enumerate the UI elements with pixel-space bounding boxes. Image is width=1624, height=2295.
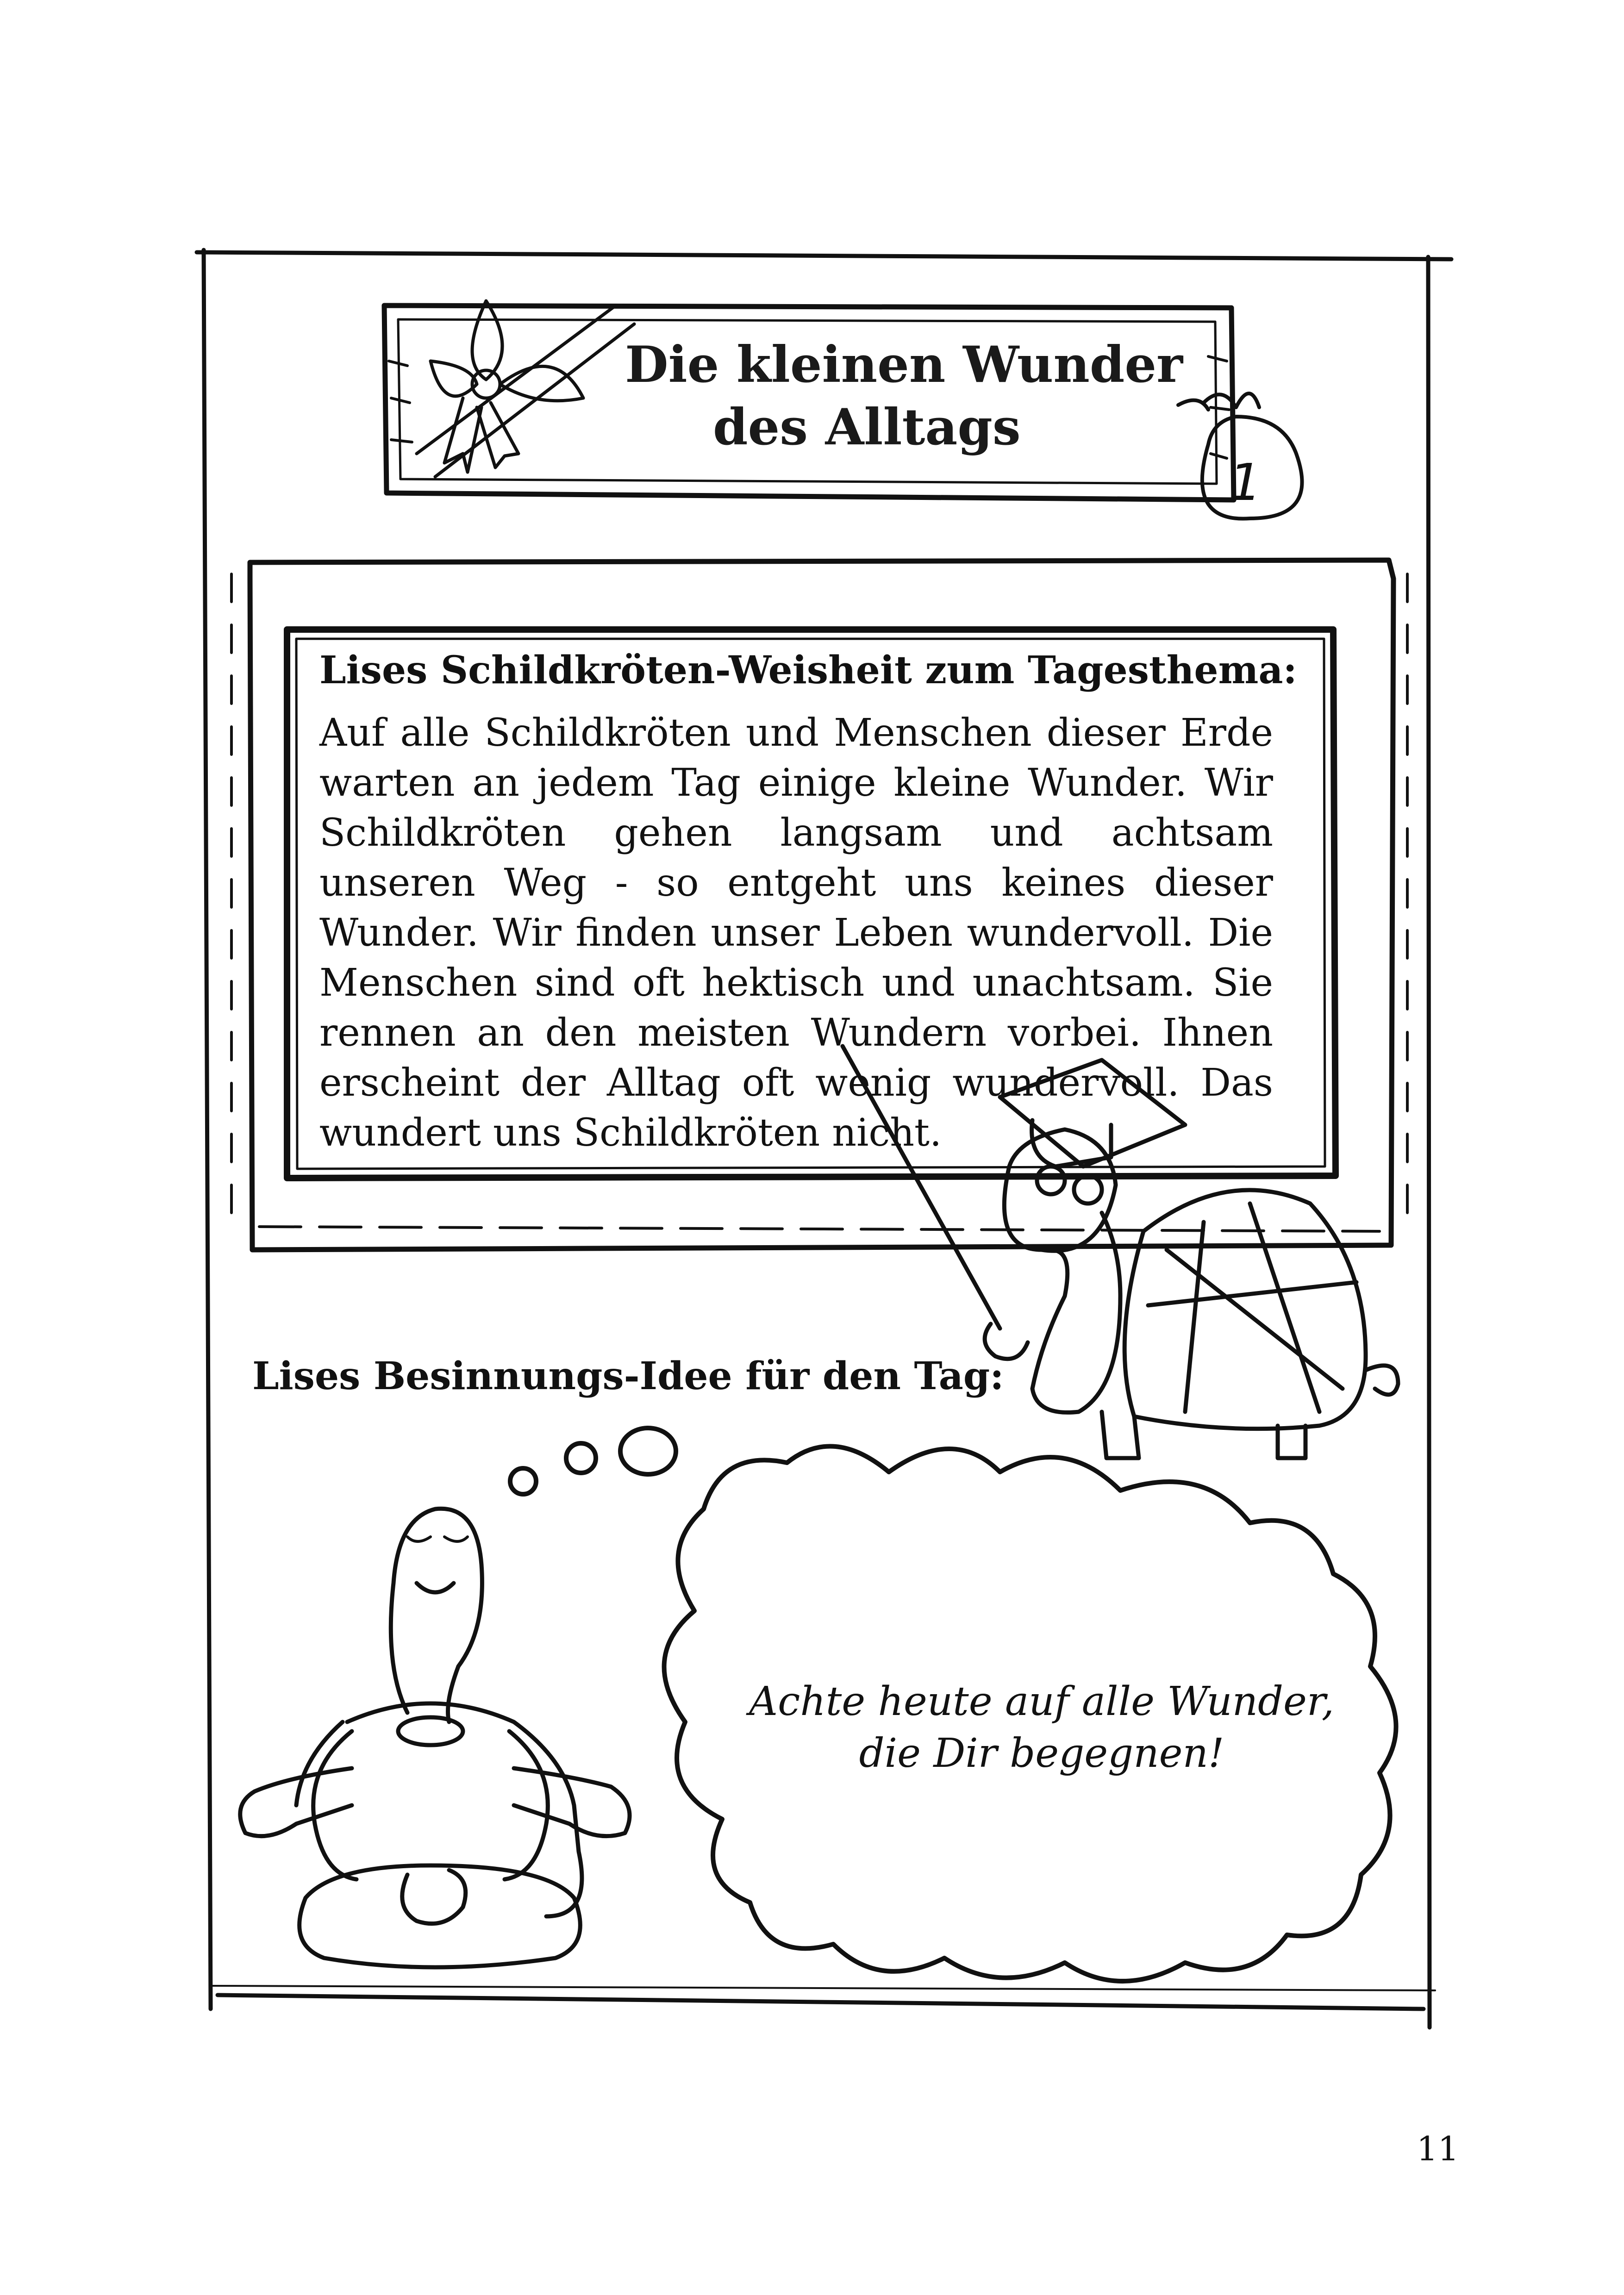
page-title-line2: des Alltags xyxy=(713,398,1021,456)
thought-text: Achte heute auf alle Wunder, die Dir begegnen! xyxy=(749,1678,1334,1777)
idea-heading: Lises Besinnungs-Idee für den Tag: xyxy=(252,1354,1004,1398)
wisdom-body: Auf alle Schildkröten und Menschen dieser Erde warten an jedem Tag einige kleine Wunder. Wir Schildkröten gehen langsam und achtsam unseren Weg - so entgeht uns keines dieser Wunder. Wir finden unser Leben wundervoll. Die Menschen sind oft hektisch und unachtsam. Sie rennen an den meisten Wundern vorbei. Ihnen erscheint der Alltag oft wenig wundervoll. Das wundert uns Schildkröten nicht. xyxy=(319,711,1273,1155)
page-title-line1: Die kleinen Wunder xyxy=(625,336,1183,394)
page-number: 11 xyxy=(1417,2129,1459,2168)
day-number: 1 xyxy=(1229,453,1262,512)
meditating-turtle-illustration xyxy=(240,1509,630,1967)
ribbon-bow-icon xyxy=(417,301,634,477)
wisdom-heading: Lises Schildkröten-Weisheit zum Tagesthema: xyxy=(319,648,1297,692)
